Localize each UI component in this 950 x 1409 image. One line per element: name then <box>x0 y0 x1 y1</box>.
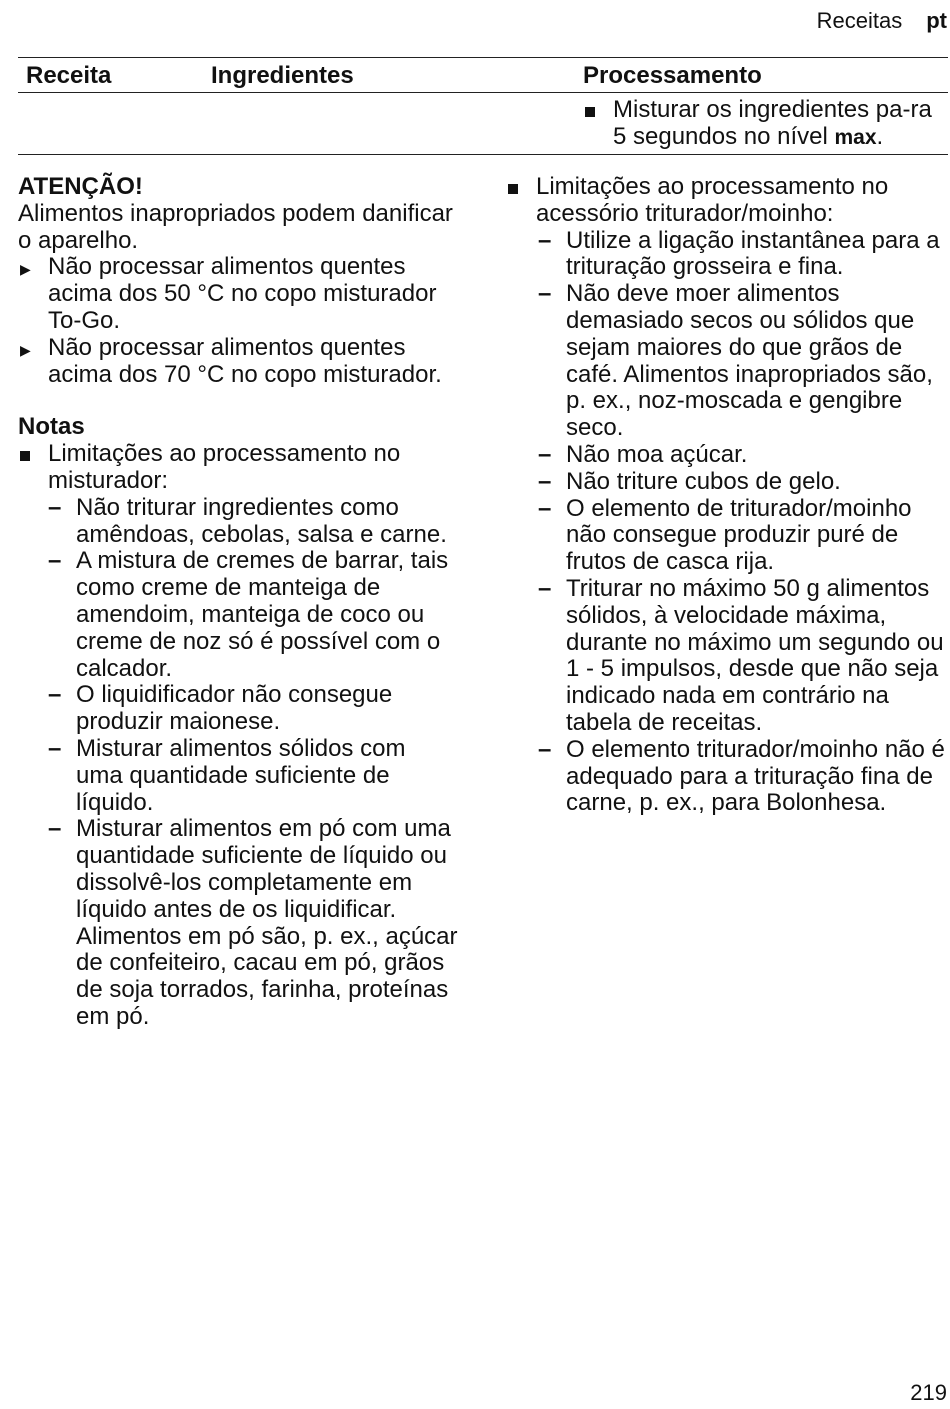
dash-bullet-icon: – <box>48 815 62 843</box>
dash-bullet-icon: – <box>538 494 552 522</box>
list-item <box>18 495 458 549</box>
blender-limits <box>18 441 458 495</box>
processing-step <box>583 96 943 151</box>
dash-bullet-icon: – <box>538 467 552 495</box>
blender-limits-heading: Limitações ao processamento no misturador: <box>48 440 401 494</box>
section-name: Receitas <box>816 8 903 33</box>
list-item-text: Não deve moer alimentos demasiado secos ou sólidos que sejam maiores do que grãos de café. Alimentos inapropriados são, p. ex., noz-moscada e gengibre seco. <box>566 280 933 442</box>
warning-item <box>18 254 458 334</box>
list-item <box>508 228 948 282</box>
dash-bullet-icon: – <box>48 493 62 521</box>
col-header-ingredients: Ingredientes <box>211 62 354 89</box>
dash-bullet-icon: – <box>48 734 62 762</box>
triangle-bullet-icon: ▶ <box>20 261 31 278</box>
list-item <box>508 737 948 817</box>
list-item-text: Triturar no máximo 50 g alimentos sólidos, à velocidade máxima, durante no máximo um segundo ou 1 - 5 impulsos, desde que não seja indicado nada em contrário na tabela de receitas. <box>566 574 944 736</box>
running-header <box>817 8 947 34</box>
square-bullet-icon <box>20 441 30 468</box>
list-item-text: A mistura de cremes de barrar, tais como creme de manteiga de amendoim, manteiga de coco ou creme de noz só é possível com o calcador. <box>76 547 449 682</box>
dash-bullet-icon: – <box>538 226 552 254</box>
list-item-text: Misturar alimentos em pó com uma quantidade suficiente de líquido ou dissolvê-los completamente em líquido antes de os liquidificar. Alimentos em pó são, p. ex., açúcar de confeiteiro, cacau em pó, grãos de soja torrados, farinha, proteínas em pó. <box>76 815 458 1030</box>
list-item <box>508 576 948 737</box>
warning-intro: Alimentos inapropriados podem danificar o aparelho. <box>18 199 453 254</box>
list-item <box>508 281 948 442</box>
list-item <box>18 682 458 736</box>
list-item-text: O elemento triturador/moinho não é adequado para a trituração fina de carne, p. ex., para Bolonhesa. <box>566 735 945 817</box>
level-max: max <box>834 126 877 149</box>
list-item <box>508 469 948 496</box>
warning-item <box>18 335 458 389</box>
list-item-text: Misturar alimentos sólidos com uma quantidade suficiente de líquido. <box>76 734 406 816</box>
left-column <box>18 174 458 1031</box>
table-top-rule <box>18 57 948 58</box>
list-item <box>18 736 458 816</box>
square-bullet-icon <box>508 174 518 201</box>
processing-end: . <box>876 123 884 150</box>
dash-bullet-icon: – <box>48 681 62 709</box>
notes-title: Notas <box>18 413 85 441</box>
processing-text: Misturar os ingredientes pa-ra 5 segundos no nível <box>613 96 932 150</box>
table-bottom-rule <box>18 154 948 155</box>
square-bullet-icon <box>585 96 595 123</box>
dash-bullet-icon: – <box>538 440 552 468</box>
warning-title: ATENÇÃO! <box>18 173 143 200</box>
dash-bullet-icon: – <box>538 735 552 763</box>
grinder-limits-heading: Limitações ao processamento no acessório triturador/moinho: <box>536 173 889 227</box>
language-code: pt <box>926 8 947 33</box>
list-item-text: Utilize a ligação instantânea para a trituração grosseira e fina. <box>566 226 940 281</box>
col-header-recipe: Receita <box>26 62 112 89</box>
list-item-text: Não triturar ingredientes como amêndoas, cebolas, salsa e carne. <box>76 493 447 548</box>
warning-item-text: Não processar alimentos quentes acima dos 50 °C no copo misturador To-Go. <box>48 253 437 334</box>
list-item-text: Não triture cubos de gelo. <box>566 467 841 495</box>
list-item-text: O elemento de triturador/moinho não consegue produzir puré de frutos de casca rija. <box>566 494 912 576</box>
right-column <box>508 174 948 817</box>
list-item <box>508 442 948 469</box>
list-item-text: Não moa açúcar. <box>566 440 748 468</box>
table-header-rule <box>18 92 948 93</box>
dash-bullet-icon: – <box>48 547 62 575</box>
col-header-processing: Processamento <box>583 62 762 89</box>
list-item-text: O liquidificador não consegue produzir maionese. <box>76 681 393 736</box>
page-number: 219 <box>910 1380 947 1405</box>
list-item <box>18 816 458 1030</box>
list-item <box>508 496 948 576</box>
warning-item-text: Não processar alimentos quentes acima dos 70 °C no copo misturador. <box>48 333 442 388</box>
dash-bullet-icon: – <box>538 280 552 308</box>
processing-cell <box>583 96 943 151</box>
grinder-limits <box>508 174 948 228</box>
triangle-bullet-icon: ▶ <box>20 341 31 358</box>
dash-bullet-icon: – <box>538 574 552 602</box>
list-item <box>18 548 458 682</box>
